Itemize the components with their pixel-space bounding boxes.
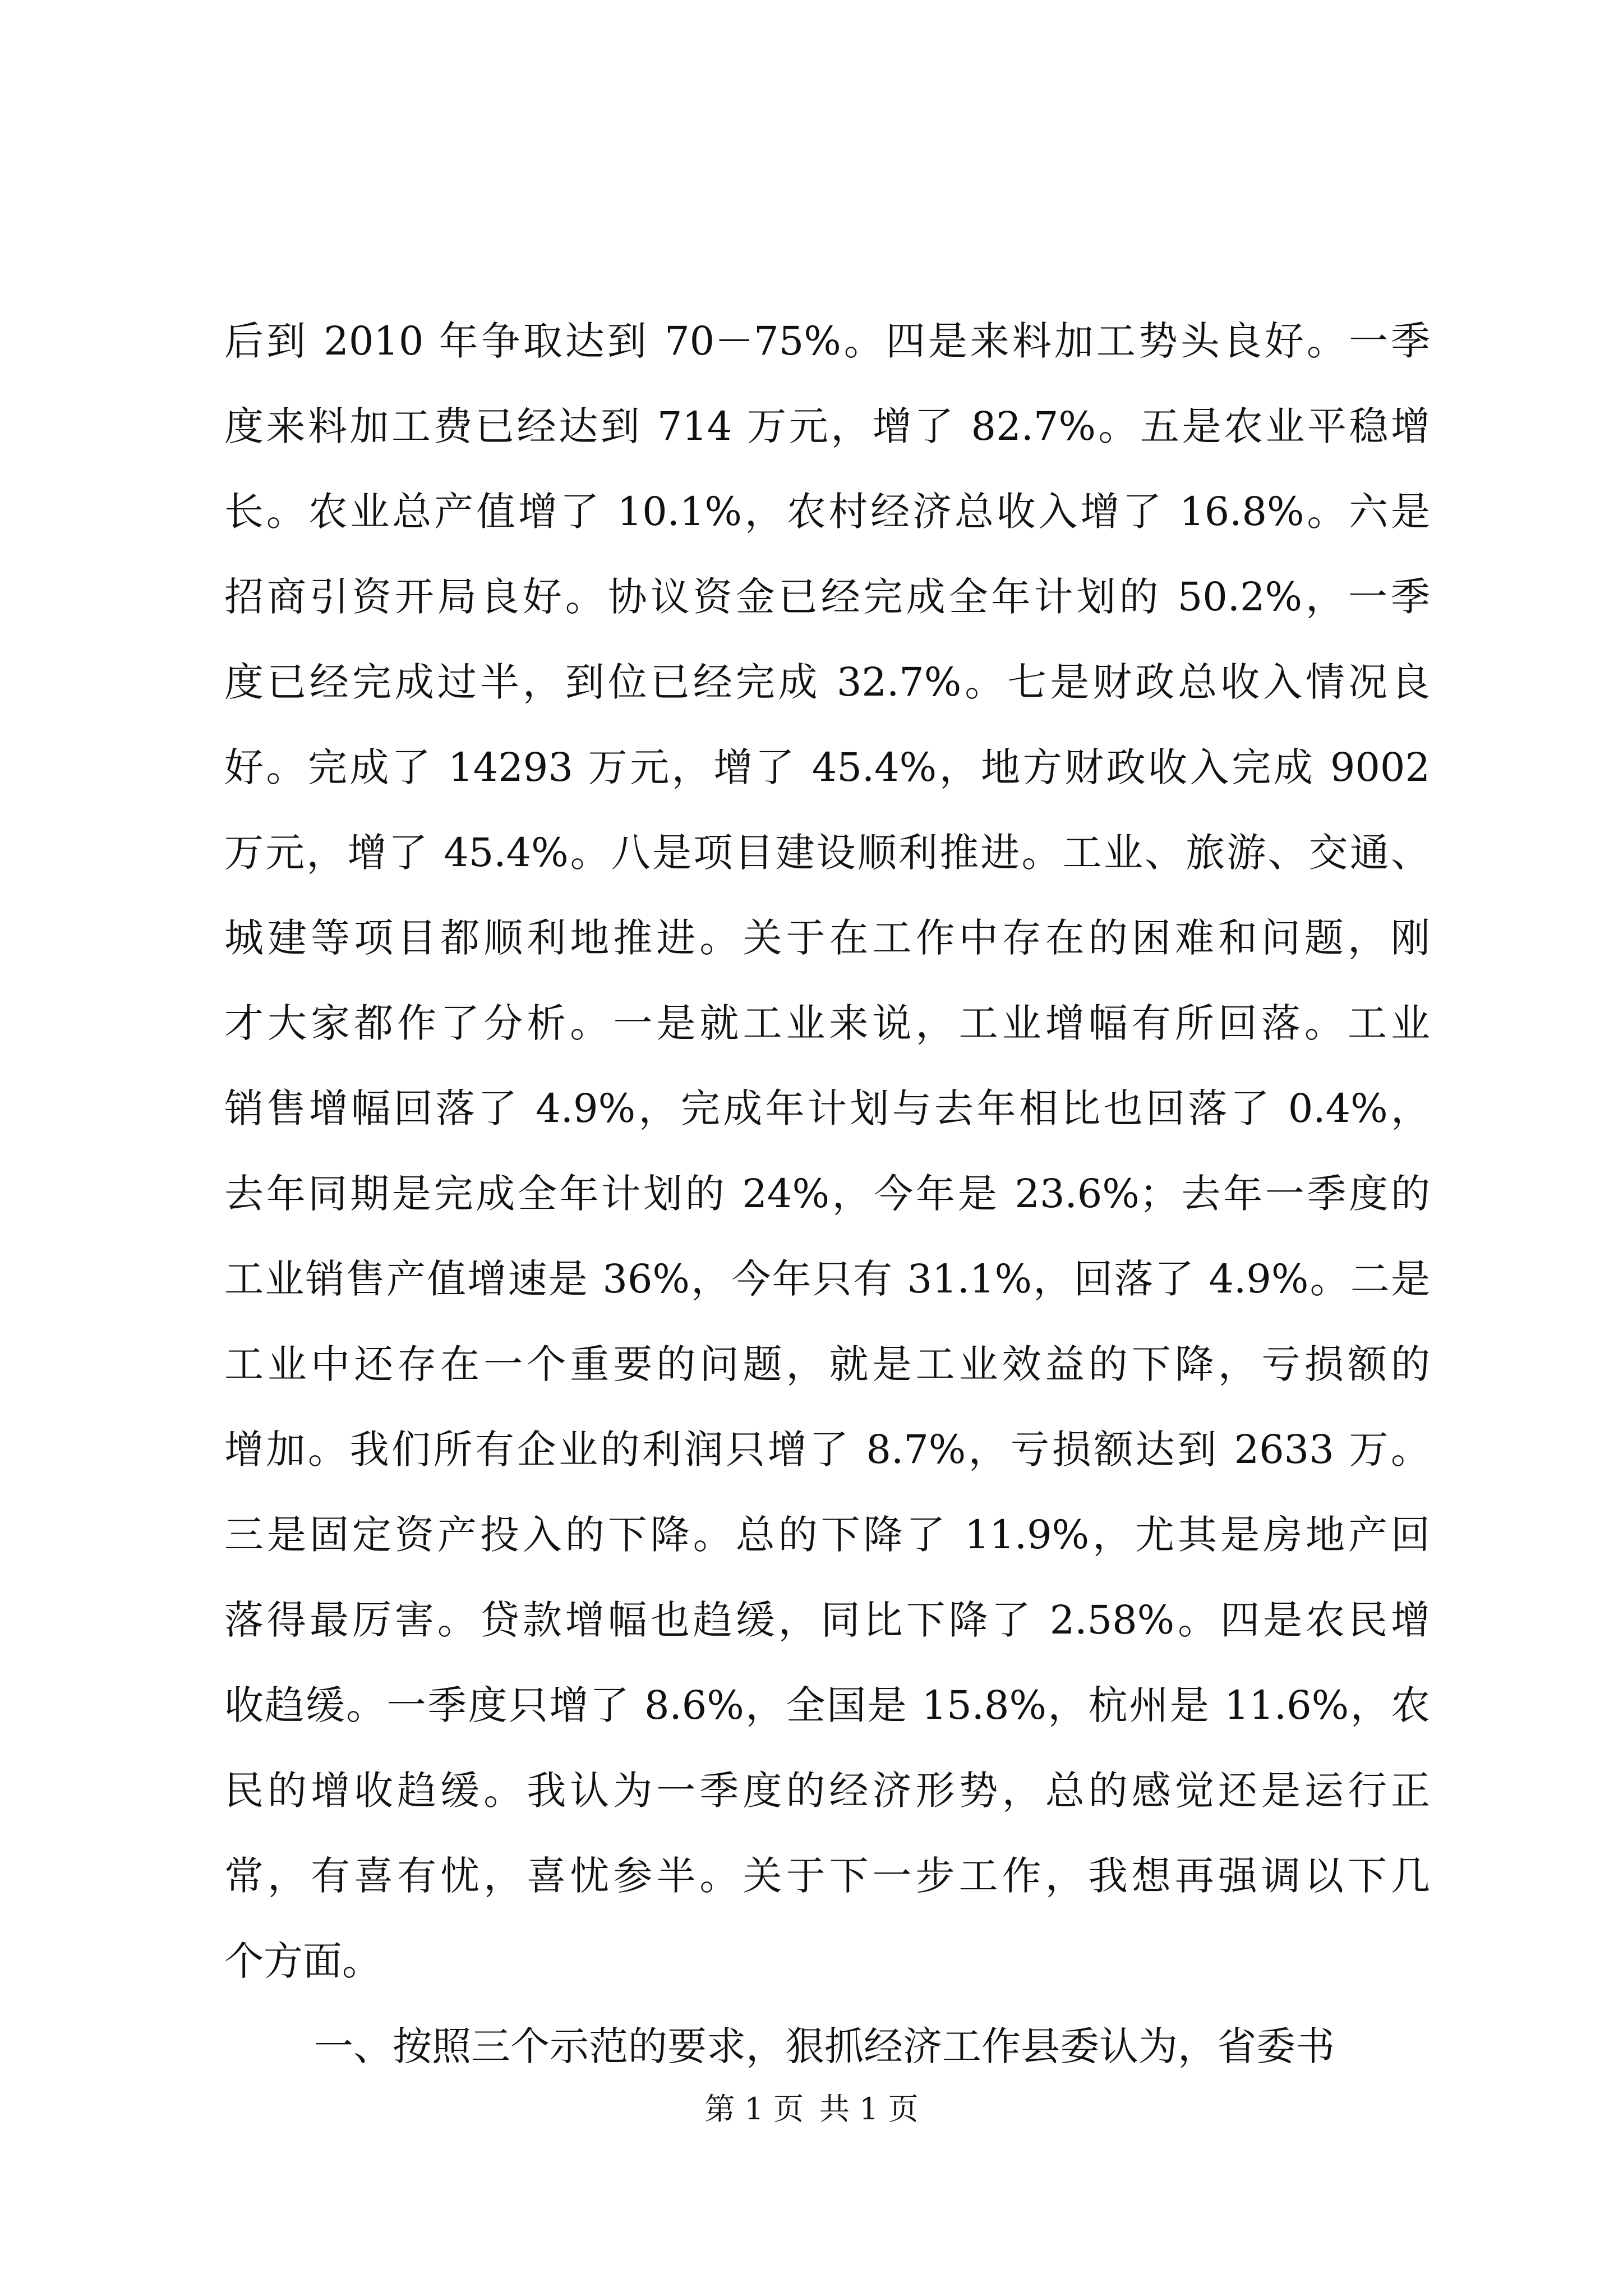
text-line: 工业销售产值增速是 36%，今年只有 31.1%，回落了 4.9%。二是 [224, 1256, 1430, 1302]
text-line: 后到 2010 年争取达到 70－75%。四是来料加工势头良好。一季 [224, 318, 1430, 364]
text-line: 三是固定资产投入的下降。总的下降了 11.9%，尤其是房地产回 [224, 1512, 1430, 1558]
text-line: 度已经完成过半，到位已经完成 32.7%。七是财政总收入情况良 [224, 659, 1430, 705]
text-line: 好。完成了 14293 万元，增了 45.4%，地方财政收入完成 9002 [224, 744, 1430, 790]
text-line: 落得最厉害。贷款增幅也趋缓，同比下降了 2.58%。四是农民增 [224, 1597, 1430, 1643]
document-body [224, 298, 1430, 2089]
text-line: 去年同期是完成全年计划的 24%，今年是 23.6%；去年一季度的 [224, 1171, 1430, 1217]
text-line: 个方面。 [224, 1938, 381, 1984]
paragraph-heading-line: 一、按照三个示范的要求，狠抓经济工作县委认为，省委书 [314, 2023, 1335, 2069]
text-line: 收趋缓。一季度只增了 8.6%，全国是 15.8%，杭州是 11.6%，农 [224, 1682, 1430, 1728]
text-line: 度来料加工费已经达到 714 万元，增了 82.7%。五是农业平稳增 [224, 403, 1430, 449]
page-footer [0, 2087, 1623, 2132]
text-line: 招商引资开局良好。协议资金已经完成全年计划的 50.2%，一季 [224, 574, 1430, 620]
text-line: 工业中还存在一个重要的问题，就是工业效益的下降，亏损额的 [224, 1341, 1430, 1387]
page-total: 共 1 页 [819, 2091, 919, 2127]
text-line: 销售增幅回落了 4.9%，完成年计划与去年相比也回落了 0.4%， [224, 1085, 1430, 1131]
page-number: 第 1 页 [704, 2091, 804, 2127]
text-line: 万元，增了 45.4%。八是项目建设顺利推进。工业、旅游、交通、 [224, 830, 1430, 876]
text-line: 民的增收趋缓。我认为一季度的经济形势，总的感觉还是运行正 [224, 1768, 1430, 1814]
text-line: 才大家都作了分析。一是就工业来说，工业增幅有所回落。工业 [224, 1000, 1430, 1046]
text-line: 常，有喜有忧，喜忧参半。关于下一步工作，我想再强调以下几 [224, 1853, 1430, 1899]
text-line: 城建等项目都顺利地推进。关于在工作中存在的困难和问题，刚 [224, 915, 1430, 961]
text-line: 增加。我们所有企业的利润只增了 8.7%，亏损额达到 2633 万。 [224, 1427, 1430, 1473]
text-line: 长。农业总产值增了 10.1%，农村经济总收入增了 16.8%。六是 [224, 489, 1430, 535]
